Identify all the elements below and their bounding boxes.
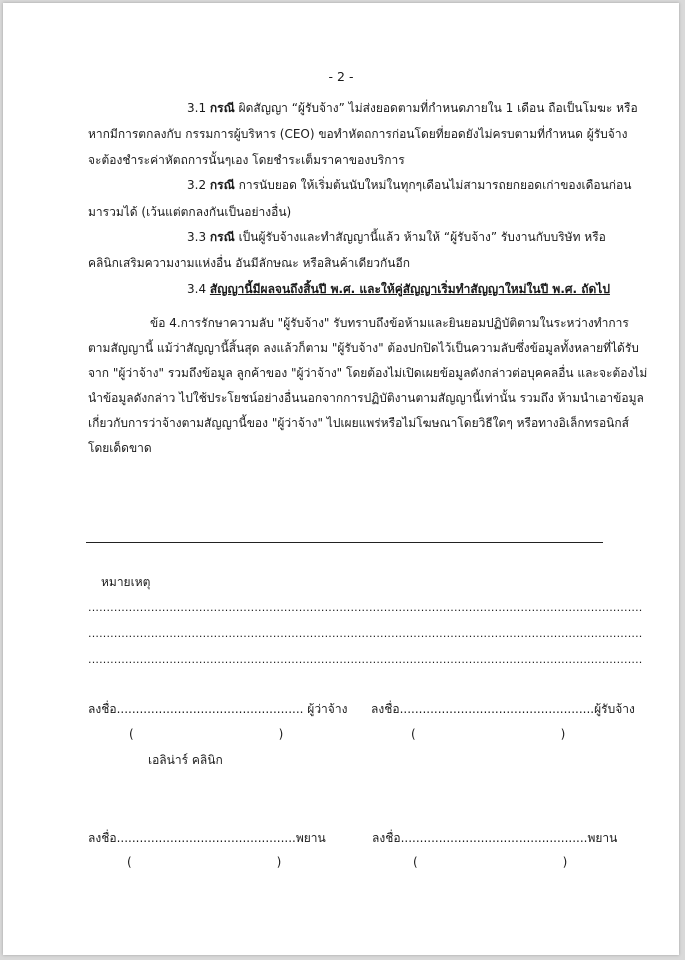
clause-3-4-number: 3.4 [187, 282, 210, 296]
clause-3-3-line-1 [187, 228, 606, 246]
notes-line-1: ...................................................................................................................................................... [88, 601, 643, 614]
clause-3-1-line-2: หากมีการตกลงกับ กรรมการผู้บริหาร (CEO) ขอทำหัตถการก่อนโดยที่ยอดยังไม่ครบตามที่กำหนด ผู้รับจ้าง [88, 127, 628, 141]
witness-2-name-parentheses: ( ) [413, 855, 568, 869]
clause-3-3-keyword: กรณี [209, 230, 235, 244]
clause-3-1-keyword: กรณี [209, 101, 235, 115]
contractor-name-parentheses: ( ) [411, 727, 566, 741]
clause-3-2-line-1 [187, 176, 631, 194]
confidentiality-line-5: เกี่ยวกับการว่าจ้างตามสัญญานี้ของ "ผู้ว่าจ้าง" ไปเผยแพร่หรือไม่โฆษณาโดยวิธีใดๆ หรือทางอิเล็กทรอนิกส์ [88, 416, 629, 430]
confidentiality-line-1: ข้อ 4.การรักษาความลับ "ผู้รับจ้าง" รับทราบถึงข้อห้ามและยินยอมปฏิบัติตามในระหว่างทำการ [150, 316, 629, 330]
clause-3-3-line-2: คลินิกเสริมความงามแห่งอื่น อันมีลักษณะ หรือสินค้าเดียวกันอีก [88, 256, 410, 270]
clause-3-1-line-3: จะต้องชำระค่าหัตถการนั้นๆเอง โดยชำระเต็มราคาของบริการ [88, 153, 405, 167]
notes-line-2: ...................................................................................................................................................... [88, 627, 643, 640]
clause-3-1-text: ผิดสัญญา “ผู้รับจ้าง” ไม่ส่งยอดตามที่กำหนดภายใน 1 เดือน ถือเป็นโมฆะ หรือ [234, 101, 638, 115]
company-name: เอลิน่าร์ คลินิก [148, 753, 223, 767]
confidentiality-line-4: นำข้อมูลดังกล่าว ไปใช้ประโยชน์อย่างอื่นนอกจากการปฏิบัติงานตามสัญญานี้เท่านั้น รวมถึง ห้ามนำเอาข้อมูล [88, 391, 644, 405]
clause-3-4-text: สัญญานี้มีผลจนถึงสิ้นปี พ.ศ. และให้คู่สัญญาเริ่มทำสัญญาใหม่ในปี พ.ศ. ถัดไป [209, 282, 610, 296]
confidentiality-line-6: โดยเด็ดขาด [88, 441, 152, 455]
notes-label: หมายเหตุ [101, 575, 151, 589]
witness-1-signature-line: ลงชื่อ...............................................พยาน [88, 831, 326, 845]
notes-line-3: ...................................................................................................................................................... [88, 653, 643, 666]
clause-3-2-text: การนับยอด ให้เริ่มต้นนับใหม่ในทุกๆเดือนไม่สามารถยกยอดเก่าของเดือนก่อน [234, 178, 632, 192]
clause-3-2-line-2: มารวมได้ (เว้นแต่ตกลงกันเป็นอย่างอื่น) [88, 205, 292, 219]
witness-1-name-parentheses: ( ) [127, 855, 282, 869]
section-divider [86, 542, 603, 543]
witness-2-signature-line: ลงชื่อ.................................................พยาน [372, 831, 618, 845]
confidentiality-line-3: จาก "ผู้ว่าจ้าง" รวมถึงข้อมูล ลูกค้าของ "ผู้ว่าจ้าง" โดยต้องไม่เปิดเผยข้อมูลดังกล่าวต่อบุคคลอื่น และจะต้องไม่ [88, 366, 648, 380]
clause-3-4-line [187, 280, 610, 298]
clause-3-2-keyword: กรณี [209, 178, 235, 192]
document-page [3, 3, 679, 955]
clause-3-3-number: 3.3 [187, 230, 210, 244]
employer-signature-line: ลงชื่อ................................................. ผู้ว่าจ้าง [88, 702, 348, 716]
clause-3-3-text: เป็นผู้รับจ้างและทำสัญญานี้แล้ว ห้ามให้ “ผู้รับจ้าง” รับงานกับบริษัท หรือ [234, 230, 606, 244]
clause-3-1-line-1 [187, 99, 638, 117]
clause-3-1-number: 3.1 [187, 101, 210, 115]
contractor-signature-line: ลงชื่อ...................................................ผู้รับจ้าง [371, 702, 635, 716]
clause-3-2-number: 3.2 [187, 178, 210, 192]
page-number: - 2 - [328, 69, 354, 84]
confidentiality-line-2: ตามสัญญานี้ แม้ว่าสัญญานี้สิ้นสุด ลงแล้วก็ตาม "ผู้รับจ้าง" ต้องปกปิดไว้เป็นความลับซึ่งข้อมูลทั้งหลายที่ได้รับ [88, 341, 639, 355]
employer-name-parentheses: ( ) [129, 727, 284, 741]
